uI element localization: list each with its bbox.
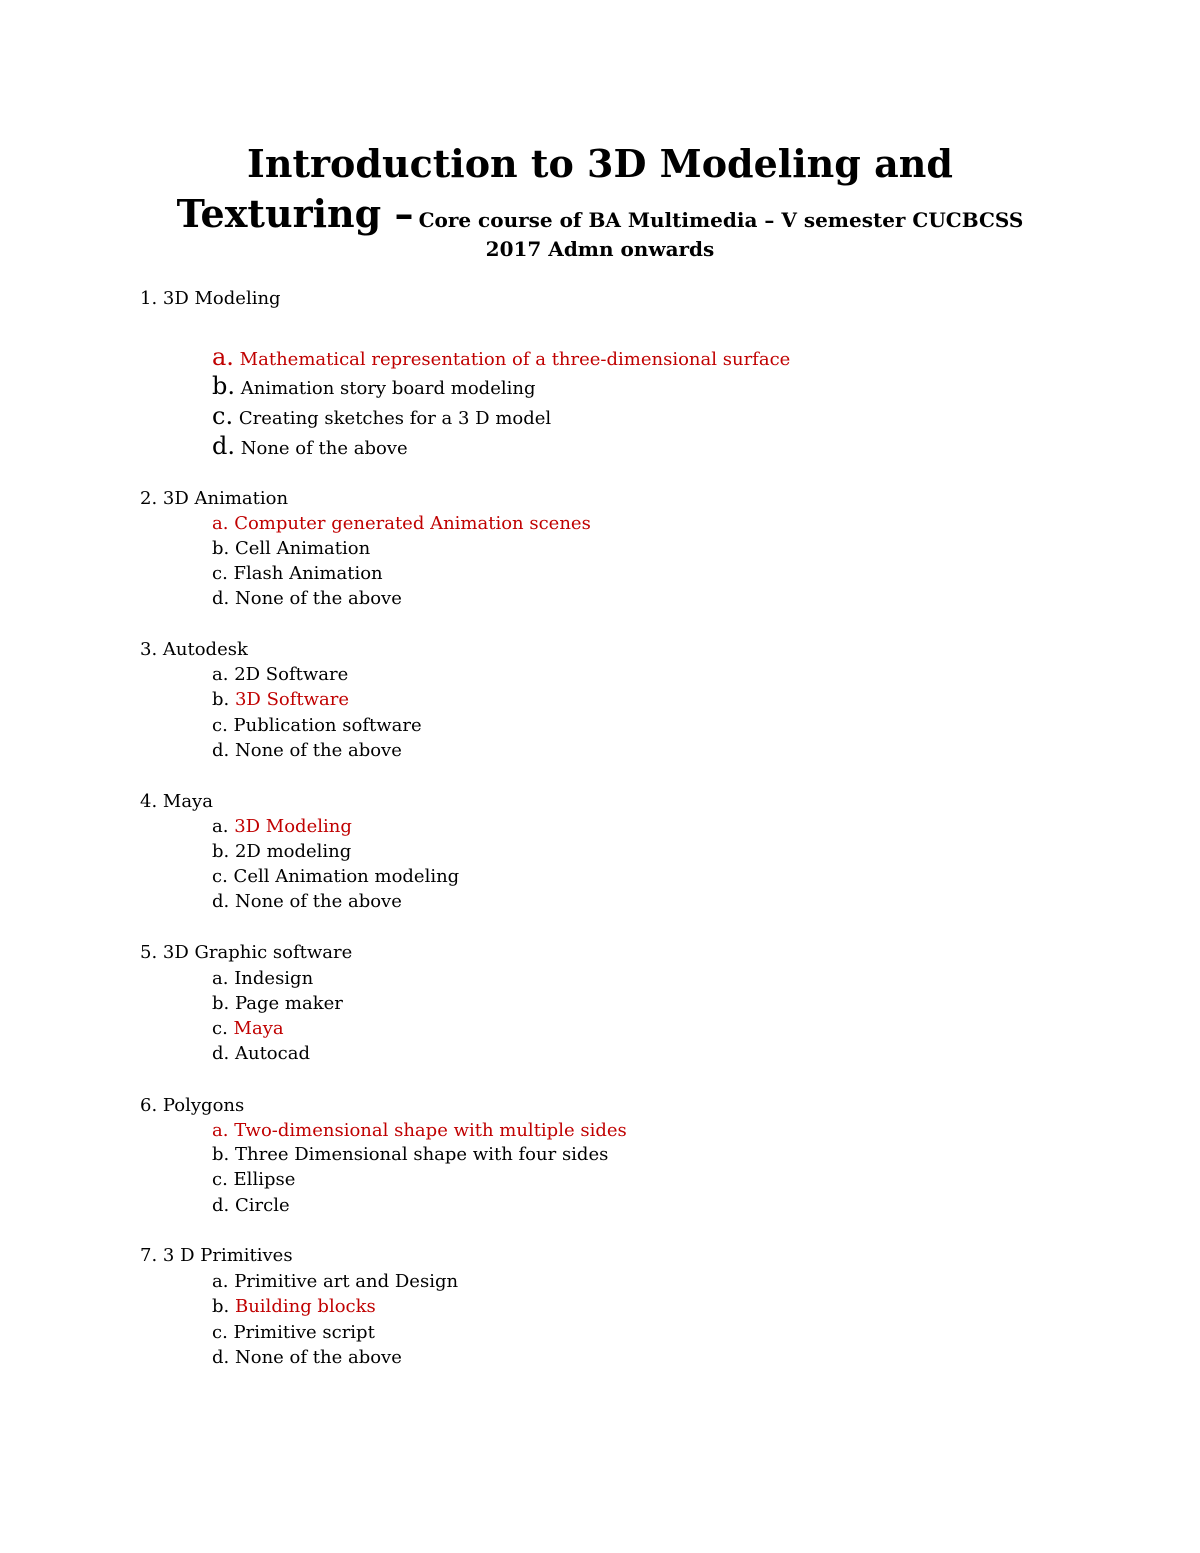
option-text: Cell Animation [234, 538, 371, 559]
option-letter: c. [212, 715, 228, 736]
option-text: Primitive art and Design [234, 1271, 459, 1292]
admission-subtitle: 2017 Admn onwards [485, 237, 715, 261]
option-text: None of the above [240, 438, 408, 459]
option-text: 2D Software [234, 664, 349, 685]
question-7-option-d [212, 1345, 402, 1370]
course-subtitle: Core course of BA Multimedia – V semester CUCBCSS [418, 208, 1024, 232]
document-title-continued: Texturing – [176, 191, 414, 236]
option-text: 2D modeling [234, 841, 352, 862]
question-3-option-a [212, 662, 348, 687]
question-4-label: 4. Maya [140, 791, 213, 812]
question-5-option-a [212, 966, 313, 991]
question-6-option-d [212, 1193, 290, 1218]
option-letter: d. [212, 891, 230, 912]
option-text: Primitive script [233, 1322, 375, 1343]
question-5-option-c [212, 1016, 284, 1041]
option-letter: a. [212, 1271, 229, 1292]
option-letter: c. [212, 402, 234, 430]
question-7-option-c [212, 1320, 375, 1345]
option-text: None of the above [234, 740, 402, 761]
question-2-option-b [212, 536, 370, 561]
option-text: Cell Animation modeling [233, 866, 460, 887]
option-text: Autocad [234, 1043, 310, 1064]
option-text: Three Dimensional shape with four sides [234, 1144, 609, 1165]
question-7-option-a [212, 1269, 458, 1294]
option-text: None of the above [234, 588, 402, 609]
question-7-option-b [212, 1294, 376, 1319]
document-title: Introduction to 3D Modeling and [247, 141, 953, 186]
question-6-option-b [212, 1142, 608, 1167]
question-5-label: 5. 3D Graphic software [140, 942, 353, 963]
option-letter: b. [212, 1296, 230, 1317]
option-letter: c. [212, 1322, 228, 1343]
option-text: Mathematical representation of a three-dimensional surface [239, 349, 791, 370]
question-2-option-a [212, 511, 591, 536]
option-letter: c. [212, 866, 228, 887]
option-letter: d. [212, 1347, 230, 1368]
option-text: 3D Software [234, 689, 350, 710]
question-6-option-a [212, 1118, 627, 1143]
option-text: None of the above [234, 891, 402, 912]
option-letter: d. [212, 588, 230, 609]
option-letter: a. [212, 664, 229, 685]
option-letter: a. [212, 1120, 229, 1141]
question-3-option-b [212, 687, 349, 712]
option-letter: c. [212, 1018, 228, 1039]
option-text: None of the above [234, 1347, 402, 1368]
option-letter: b. [212, 1144, 230, 1165]
option-letter: a. [212, 816, 229, 837]
question-3-option-c [212, 713, 422, 738]
option-letter: b. [212, 538, 230, 559]
option-letter: c. [212, 1169, 228, 1190]
question-5-option-d [212, 1041, 310, 1066]
question-3-label: 3. Autodesk [140, 639, 248, 660]
option-text: Two-dimensional shape with multiple sides [234, 1120, 627, 1141]
question-4-option-a [212, 814, 352, 839]
option-letter: b. [212, 993, 230, 1014]
question-1-option-d [212, 432, 408, 463]
question-2-label: 2. 3D Animation [140, 488, 289, 509]
option-letter: c. [212, 563, 228, 584]
question-2-option-d [212, 586, 402, 611]
question-1-option-a [212, 343, 790, 374]
option-text: Publication software [233, 715, 422, 736]
question-4-option-b [212, 839, 351, 864]
option-letter: a. [212, 513, 229, 534]
option-letter: b. [212, 372, 235, 400]
option-letter: b. [212, 689, 230, 710]
option-text: Building blocks [234, 1296, 376, 1317]
question-6-option-c [212, 1167, 295, 1192]
question-5-option-b [212, 991, 343, 1016]
question-1-option-b [212, 372, 535, 403]
question-1-option-c [212, 402, 551, 433]
option-text: Animation story board modeling [240, 378, 536, 399]
option-text: 3D Modeling [234, 816, 352, 837]
option-text: Creating sketches for a 3 D model [238, 408, 552, 429]
option-text: Flash Animation [233, 563, 383, 584]
question-1-label: 1. 3D Modeling [140, 288, 281, 309]
option-text: Maya [233, 1018, 284, 1039]
option-text: Page maker [234, 993, 343, 1014]
option-letter: a. [212, 343, 234, 371]
option-letter: d. [212, 740, 230, 761]
option-letter: a. [212, 968, 229, 989]
option-letter: d. [212, 1043, 230, 1064]
option-letter: d. [212, 432, 235, 460]
option-text: Indesign [234, 968, 314, 989]
question-7-label: 7. 3 D Primitives [140, 1245, 293, 1266]
option-letter: d. [212, 1195, 230, 1216]
question-4-option-d [212, 889, 402, 914]
question-3-option-d [212, 738, 402, 763]
option-text: Circle [234, 1195, 290, 1216]
option-letter: b. [212, 841, 230, 862]
question-4-option-c [212, 864, 459, 889]
option-text: Computer generated Animation scenes [234, 513, 591, 534]
option-text: Ellipse [233, 1169, 296, 1190]
question-2-option-c [212, 561, 383, 586]
question-6-label: 6. Polygons [140, 1095, 245, 1116]
